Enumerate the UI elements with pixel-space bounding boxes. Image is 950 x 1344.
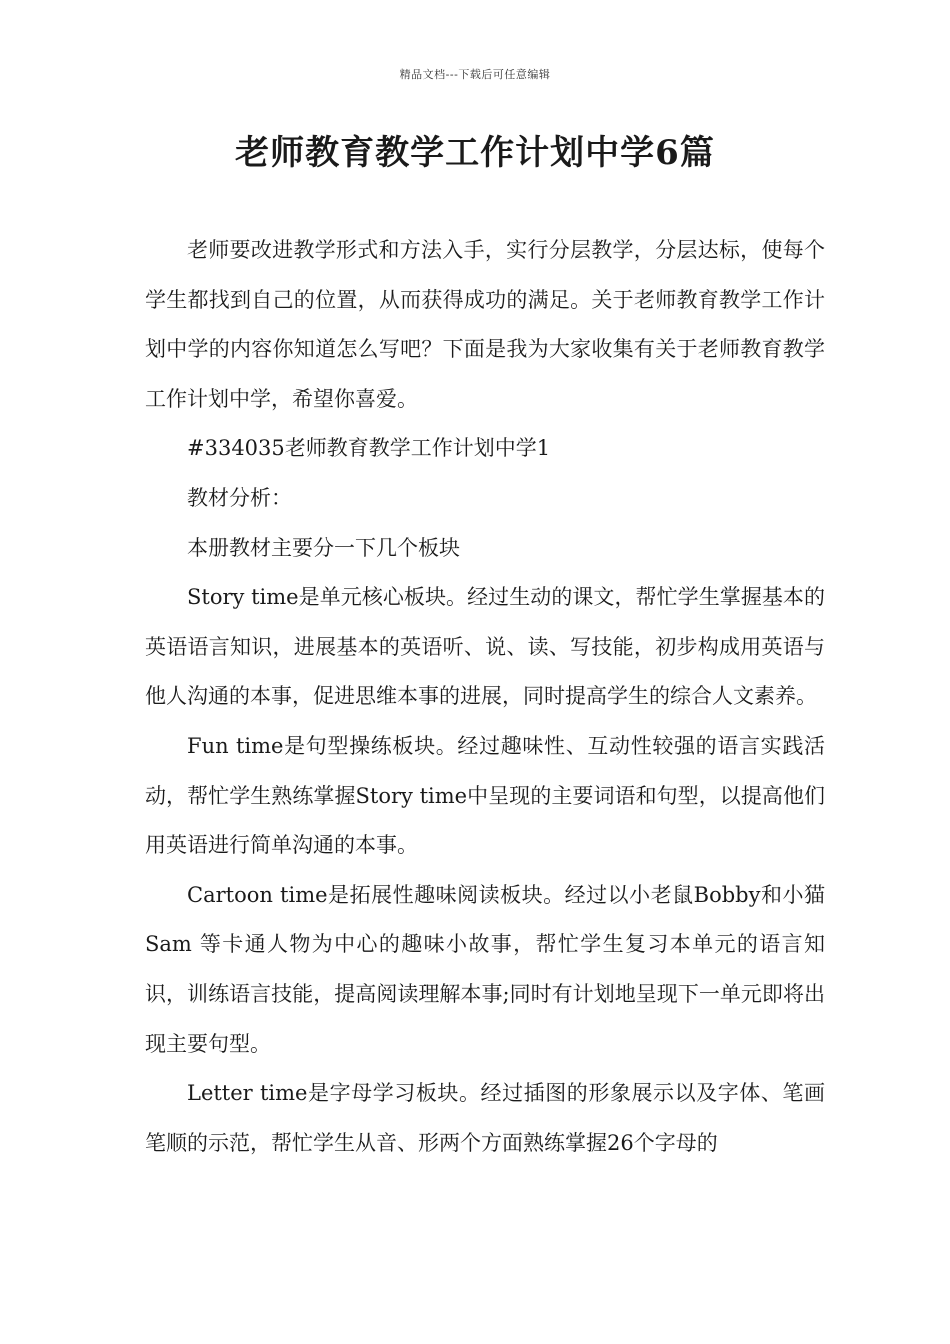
intro-paragraph: 老师要改进教学形式和方法入手，实行分层教学，分层达标，使每个学生都找到自己的位置，从而获得成功的满足。关于老师教育教学工作计划中学的内容你知道怎么写吧？下面是我为大家收集有关于老师教育教学工作计划中学，希望你喜爱。 <box>145 238 825 411</box>
document-title: 老师教育教学工作计划中学6篇 <box>235 133 715 173</box>
subheading-textbook-analysis: 教材分析： <box>187 485 292 510</box>
body-paragraph: Story time是单元核心板块。经过生动的课文，帮忙学生掌握基本的英语语言知识，进展基本的英语听、说、读、写技能，初步构成用英语与他人沟通的本事，促进思维本事的进展，同时提高学生的综合人文素养。 <box>145 585 825 709</box>
section-heading: #334035老师教育教学工作计划中学1 <box>187 436 551 461</box>
document-body <box>145 226 825 1168</box>
body-paragraph: Letter time是字母学习板块。经过插图的形象展示以及字体、笔画笔顺的示范，帮忙学生从音、形两个方面熟练掌握26个字母的 <box>145 1081 825 1155</box>
body-paragraph: 本册教材主要分一下几个板块 <box>187 535 460 560</box>
body-paragraph: Cartoon time是拓展性趣味阅读板块。经过以小老鼠Bobby和小猫Sam 等卡通人物为中心的趣味小故事，帮忙学生复习本单元的语言知识，训练语言技能，提高阅读理解本事;同时有计划地呈现下一单元即将出现主要句型。 <box>145 882 825 1056</box>
body-paragraph: Fun time是句型操练板块。经过趣味性、互动性较强的语言实践活动，帮忙学生熟练掌握Story time中呈现的主要词语和句型，以提高他们用英语进行简单沟通的本事。 <box>145 733 825 858</box>
header-note: 精品文档---下载后可任意编辑 <box>399 68 551 81</box>
